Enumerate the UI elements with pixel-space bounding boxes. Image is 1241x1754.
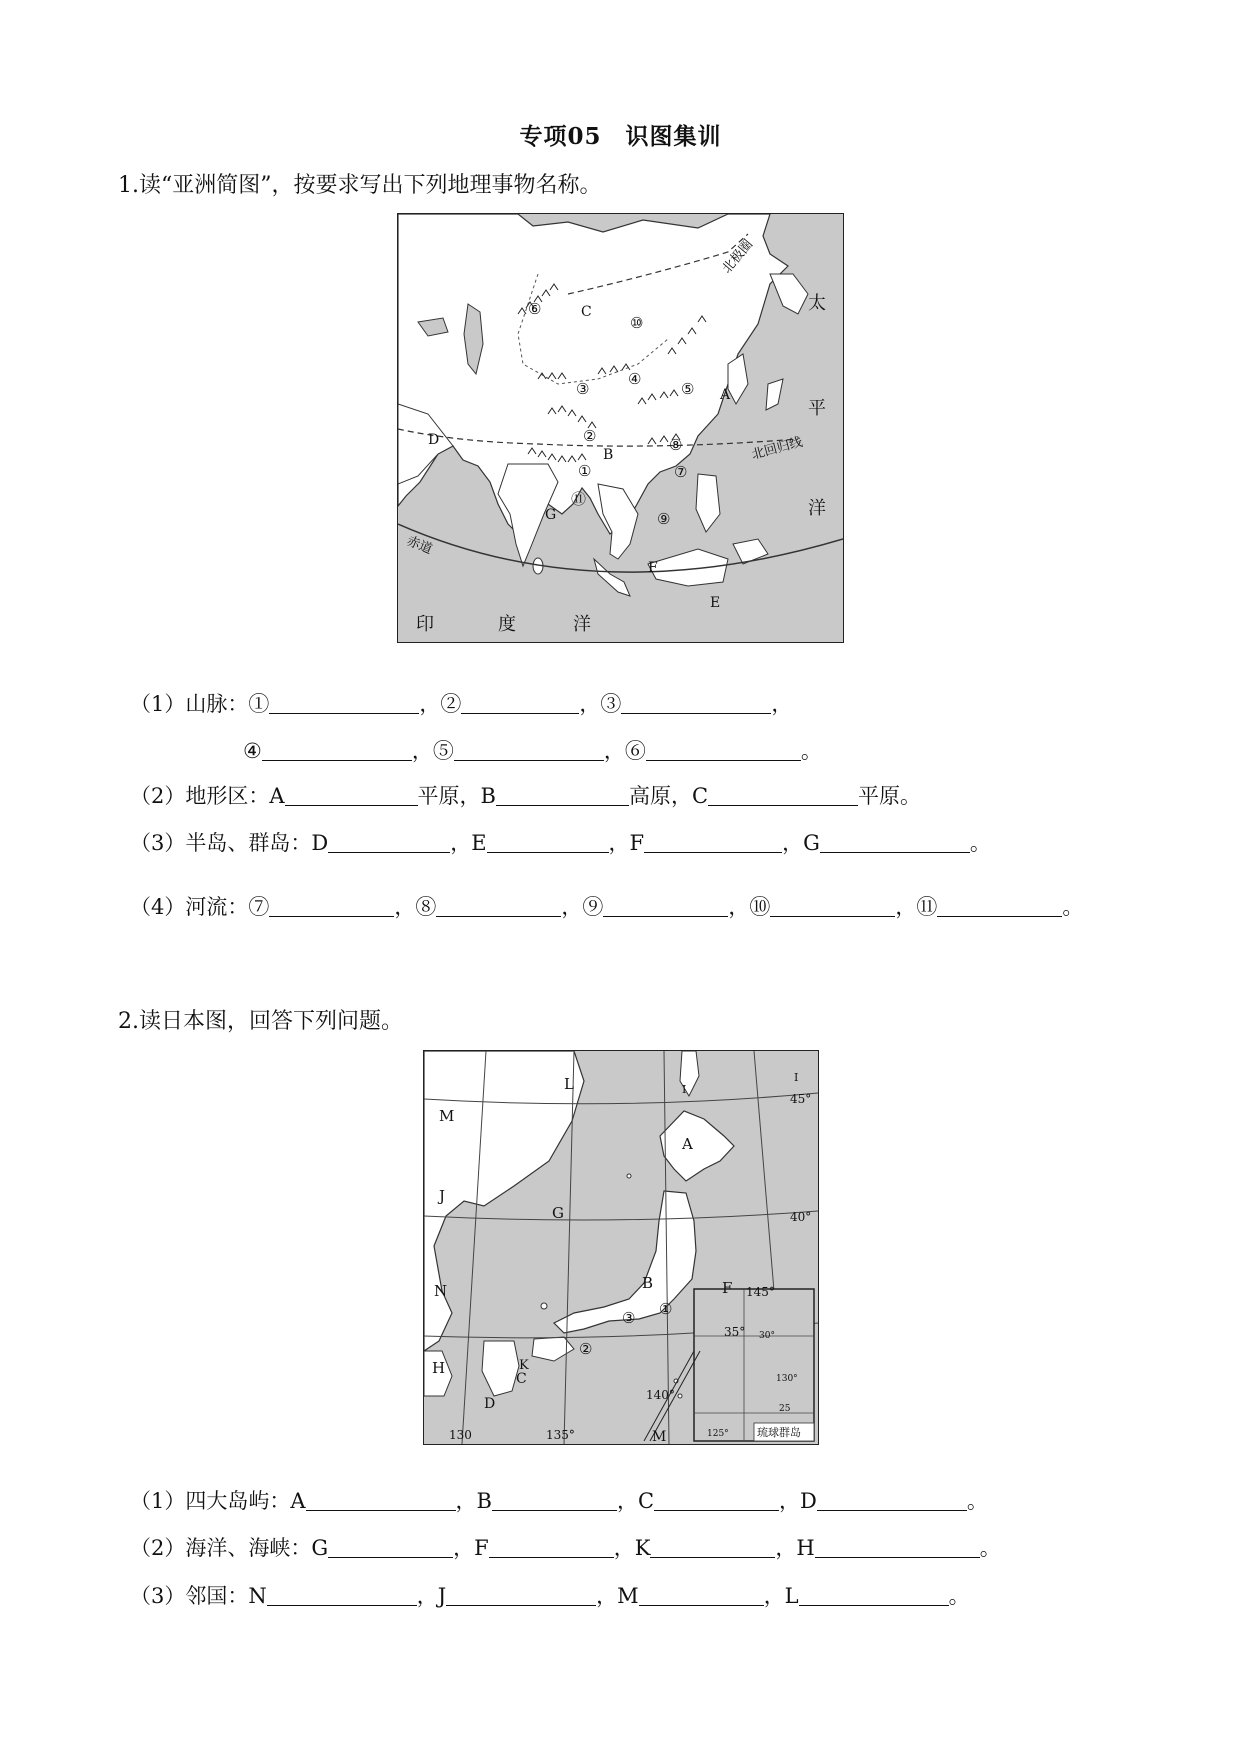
label-yang: 洋 — [808, 498, 826, 519]
answer-blank[interactable] — [328, 830, 450, 853]
answer-blank[interactable] — [454, 738, 604, 761]
answer-blank[interactable] — [262, 738, 412, 761]
label-D: D — [484, 1396, 496, 1412]
label-K: K — [519, 1358, 529, 1373]
label-G: G — [552, 1204, 564, 1222]
label-J: J — [439, 1187, 446, 1205]
q1-line-4: （3）半岛、群岛：D ，E ，F ，G 。 — [130, 831, 991, 855]
lat-40: 40° — [790, 1210, 812, 1224]
label-num-11: ⑪ — [571, 490, 587, 508]
answer-blank[interactable] — [489, 1535, 614, 1558]
label-yin: 印 — [416, 614, 434, 635]
label-M: M — [439, 1107, 455, 1125]
answer-blank[interactable] — [937, 894, 1062, 917]
question-2-heading: 2.读日本图，回答下列问题。 — [118, 1009, 403, 1034]
lon-135: 135° — [546, 1428, 575, 1442]
q1-line-2: ④ ，⑤ ，⑥ 。 — [243, 739, 822, 763]
label-equator: 赤道 — [404, 533, 435, 558]
inset-lat-25: 25 — [779, 1404, 791, 1414]
answer-blank[interactable] — [269, 894, 394, 917]
answer-blank[interactable] — [461, 691, 579, 714]
label-C: C — [516, 1371, 527, 1387]
inset-lon-130: 130° — [776, 1374, 798, 1384]
label-indian-yang: 洋 — [573, 614, 591, 635]
lat-35: 35° — [724, 1325, 746, 1339]
answer-blank[interactable] — [817, 1488, 967, 1511]
inset-lat-30: 30° — [759, 1331, 775, 1341]
answer-blank[interactable] — [621, 691, 771, 714]
answer-blank[interactable] — [492, 1488, 617, 1511]
label-num-6: ⑥ — [528, 300, 542, 318]
answer-blank[interactable] — [708, 783, 858, 806]
q2-line-1: （1）四大岛屿：A ，B ，C ，D 。 — [130, 1489, 988, 1513]
q1-line-1: （1）山脉：① ，② ，③ ， — [130, 692, 793, 716]
label-num-10: ⑩ — [630, 314, 644, 332]
label-D: D — [428, 432, 440, 448]
lat-45: 45° — [790, 1092, 812, 1106]
label-C: C — [581, 304, 592, 320]
label-tropic: 北回归线 — [750, 434, 805, 463]
answer-blank[interactable] — [820, 830, 970, 853]
answer-blank[interactable] — [328, 1535, 453, 1558]
label-num-1: ① — [659, 1300, 673, 1318]
label-num-3: ③ — [622, 1309, 636, 1327]
q2-line-3: （3）邻国：N ，J ，M ，L 。 — [130, 1584, 970, 1608]
page-title: 专项05 识图集训 — [519, 123, 722, 150]
answer-blank[interactable] — [646, 738, 801, 761]
answer-blank[interactable] — [306, 1488, 456, 1511]
inset-title: 琉球群岛 — [757, 1426, 801, 1439]
label-num-9: ⑨ — [657, 510, 671, 528]
label-L: L — [564, 1075, 574, 1093]
answer-blank[interactable] — [496, 783, 629, 806]
label-B: B — [603, 447, 614, 463]
lon-130: 130 — [449, 1428, 472, 1442]
lon-145: 145° — [746, 1285, 775, 1299]
label-num-5: ⑤ — [681, 380, 695, 398]
label-num-7: ⑦ — [674, 463, 688, 481]
label-A: A — [682, 1135, 693, 1153]
label-F: F — [722, 1279, 733, 1297]
label-G: G — [545, 507, 557, 523]
inset-lon-125: 125° — [707, 1429, 729, 1439]
answer-blank[interactable] — [650, 1535, 775, 1558]
question-1-heading: 1.读“亚洲简图”，按要求写出下列地理事物名称。 — [118, 173, 602, 198]
answer-blank[interactable] — [446, 1583, 596, 1606]
lon-140: 140° — [646, 1388, 675, 1402]
label-du: 度 — [498, 614, 516, 635]
mark-i-2: I — [794, 1071, 799, 1084]
label-num-1: ① — [578, 462, 592, 480]
answer-blank[interactable] — [487, 830, 609, 853]
answer-blank[interactable] — [269, 691, 419, 714]
mark-i-1: I — [682, 1083, 687, 1096]
q1-line-5: （4）河流：⑦ ，⑧ ，⑨ ，⑩ ，⑪ 。 — [130, 895, 1084, 919]
label-tai: 太 — [808, 293, 826, 314]
answer-blank[interactable] — [815, 1535, 980, 1558]
answer-blank[interactable] — [654, 1488, 779, 1511]
q1-line-3: （2）地形区：A 平原，B 高原，C 平原。 — [130, 784, 922, 808]
answer-blank[interactable] — [267, 1583, 417, 1606]
q2-line-2: （2）海洋、海峡：G ，F ，K ，H 。 — [130, 1536, 1001, 1560]
label-arctic-circle: 北极圈 — [719, 237, 757, 277]
label-N: N — [434, 1282, 448, 1300]
answer-blank[interactable] — [285, 783, 418, 806]
answer-blank[interactable] — [770, 894, 895, 917]
label-A: A — [720, 387, 731, 403]
answer-blank[interactable] — [799, 1583, 949, 1606]
label-E: E — [710, 595, 721, 611]
label-F: F — [648, 560, 658, 576]
label-H: H — [432, 1359, 446, 1377]
inset-label-m: M — [652, 1429, 667, 1444]
label-num-3: ③ — [576, 380, 590, 398]
label-B: B — [642, 1274, 654, 1292]
japan-map — [423, 1050, 819, 1445]
label-num-8: ⑧ — [669, 436, 683, 454]
asia-map — [397, 213, 844, 643]
label-num-2: ② — [579, 1340, 593, 1358]
label-ping: 平 — [808, 398, 826, 419]
answer-blank[interactable] — [436, 894, 561, 917]
label-num-2: ② — [583, 427, 597, 445]
answer-blank[interactable] — [639, 1583, 764, 1606]
answer-blank[interactable] — [603, 894, 728, 917]
label-num-4: ④ — [628, 370, 642, 388]
answer-blank[interactable] — [644, 830, 782, 853]
